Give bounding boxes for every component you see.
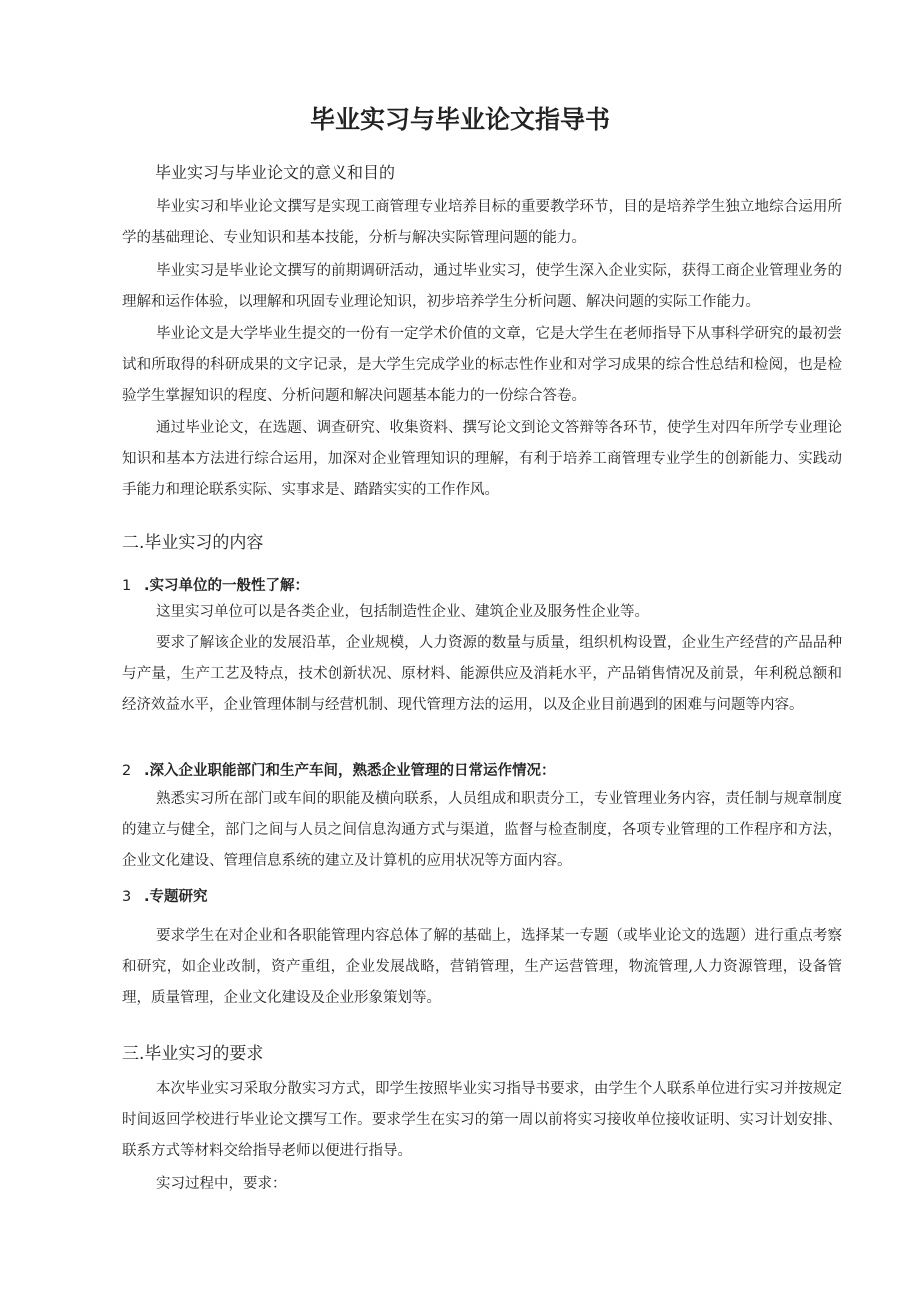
section1-paragraph: 毕业实习和毕业论文撰写是实现工商管理专业培养目标的重要教学环节，目的是培养学生独立地综合运用所学的基础理论、专业知识和基本技能，分析与解决实际管理问题的能力。 [122, 199, 842, 246]
section1-heading: 毕业实习与毕业论文的意义和目的 [155, 163, 396, 182]
item-heading-text: .专题研究 [144, 889, 208, 905]
item-number: 1 [122, 578, 132, 594]
item-heading-text: .深入企业职能部门和生产车间，熟悉企业管理的日常运作情况： [144, 763, 556, 779]
item-heading-text: .实习单位的一般性了解： [144, 578, 310, 594]
item-paragraph: 要求学生在对企业和各职能管理内容总体了解的基础上，选择某一专题（或毕业论文的选题）进行重点考察和研究，如企业改制，资产重组，企业发展战略，营销管理，生产运营管理，物流管理,人力资源管理，设备管理，质量管理，企业文化建设及企业形象策划等。 [122, 928, 842, 1006]
section3-heading: 三.毕业实习的要求 [122, 1044, 264, 1064]
item-heading [122, 759, 556, 780]
item-paragraph: 要求了解该企业的发展沿革，企业规模，人力资源的数量与质量，组织机构设置，企业生产经营的产品品种与产量，生产工艺及特点，技术创新状况、原材料、能源供应及消耗水平，产品销售情况及前景，年利税总额和经济效益水平，企业管理体制与经营机制、现代管理方法的运用，以及企业目前遇到的困难与问题等内容。 [122, 635, 842, 713]
item-paragraph: 这里实习单位可以是各类企业，包括制造性企业、建筑企业及服务性企业等。 [156, 604, 649, 620]
item-number: 3 [122, 889, 132, 905]
item-heading [122, 885, 208, 906]
section3-paragraph: 本次毕业实习采取分散实习方式，即学生按照毕业实习指导书要求，由学生个人联系单位进行实习并按规定时间返回学校进行毕业论文撰写工作。要求学生在实习的第一周以前将实习接收单位接收证明、实习计划安排、联系方式等材料交给指导老师以便进行指导。 [122, 1081, 842, 1159]
item-paragraph: 熟悉实习所在部门或车间的职能及横向联系，人员组成和职责分工，专业管理业务内容，责任制与规章制度的建立与健全，部门之间与人员之间信息沟通方式与渠道，监督与检查制度，各项专业管理的工作程序和方法，企业文化建设、管理信息系统的建立及计算机的应用状况等方面内容。 [122, 791, 842, 869]
section3-paragraph: 实习过程中，要求： [156, 1176, 287, 1192]
item-heading [122, 574, 309, 595]
section2-heading: 二.毕业实习的内容 [122, 533, 264, 553]
section1-paragraph: 毕业实习是毕业论文撰写的前期调研活动，通过毕业实习，使学生深入企业实际，获得工商企业管理业务的理解和运作体验，以理解和巩固专业理论知识，初步培养学生分析问题、解决问题的实际工作能力。 [122, 263, 842, 310]
section1-paragraph: 毕业论文是大学毕业生提交的一份有一定学术价值的文章，它是大学生在老师指导下从事科学研究的最初尝试和所取得的科研成果的文字记录，是大学生完成学业的标志性作业和对学习成果的综合性总结和检阅，也是检验学生掌握知识的程度、分析问题和解决问题基本能力的一份综合答卷。 [122, 326, 842, 404]
section1-paragraph: 通过毕业论文，在选题、调查研究、收集资料、撰写论文到论文答辩等各环节，使学生对四年所学专业理论知识和基本方法进行综合运用，加深对企业管理知识的理解，有利于培养工商管理专业学生的创新能力、实践动手能力和理论联系实际、实事求是、踏踏实实的工作作风。 [122, 420, 842, 498]
page-title: 毕业实习与毕业论文指导书 [309, 105, 610, 134]
item-number: 2 [122, 763, 132, 779]
